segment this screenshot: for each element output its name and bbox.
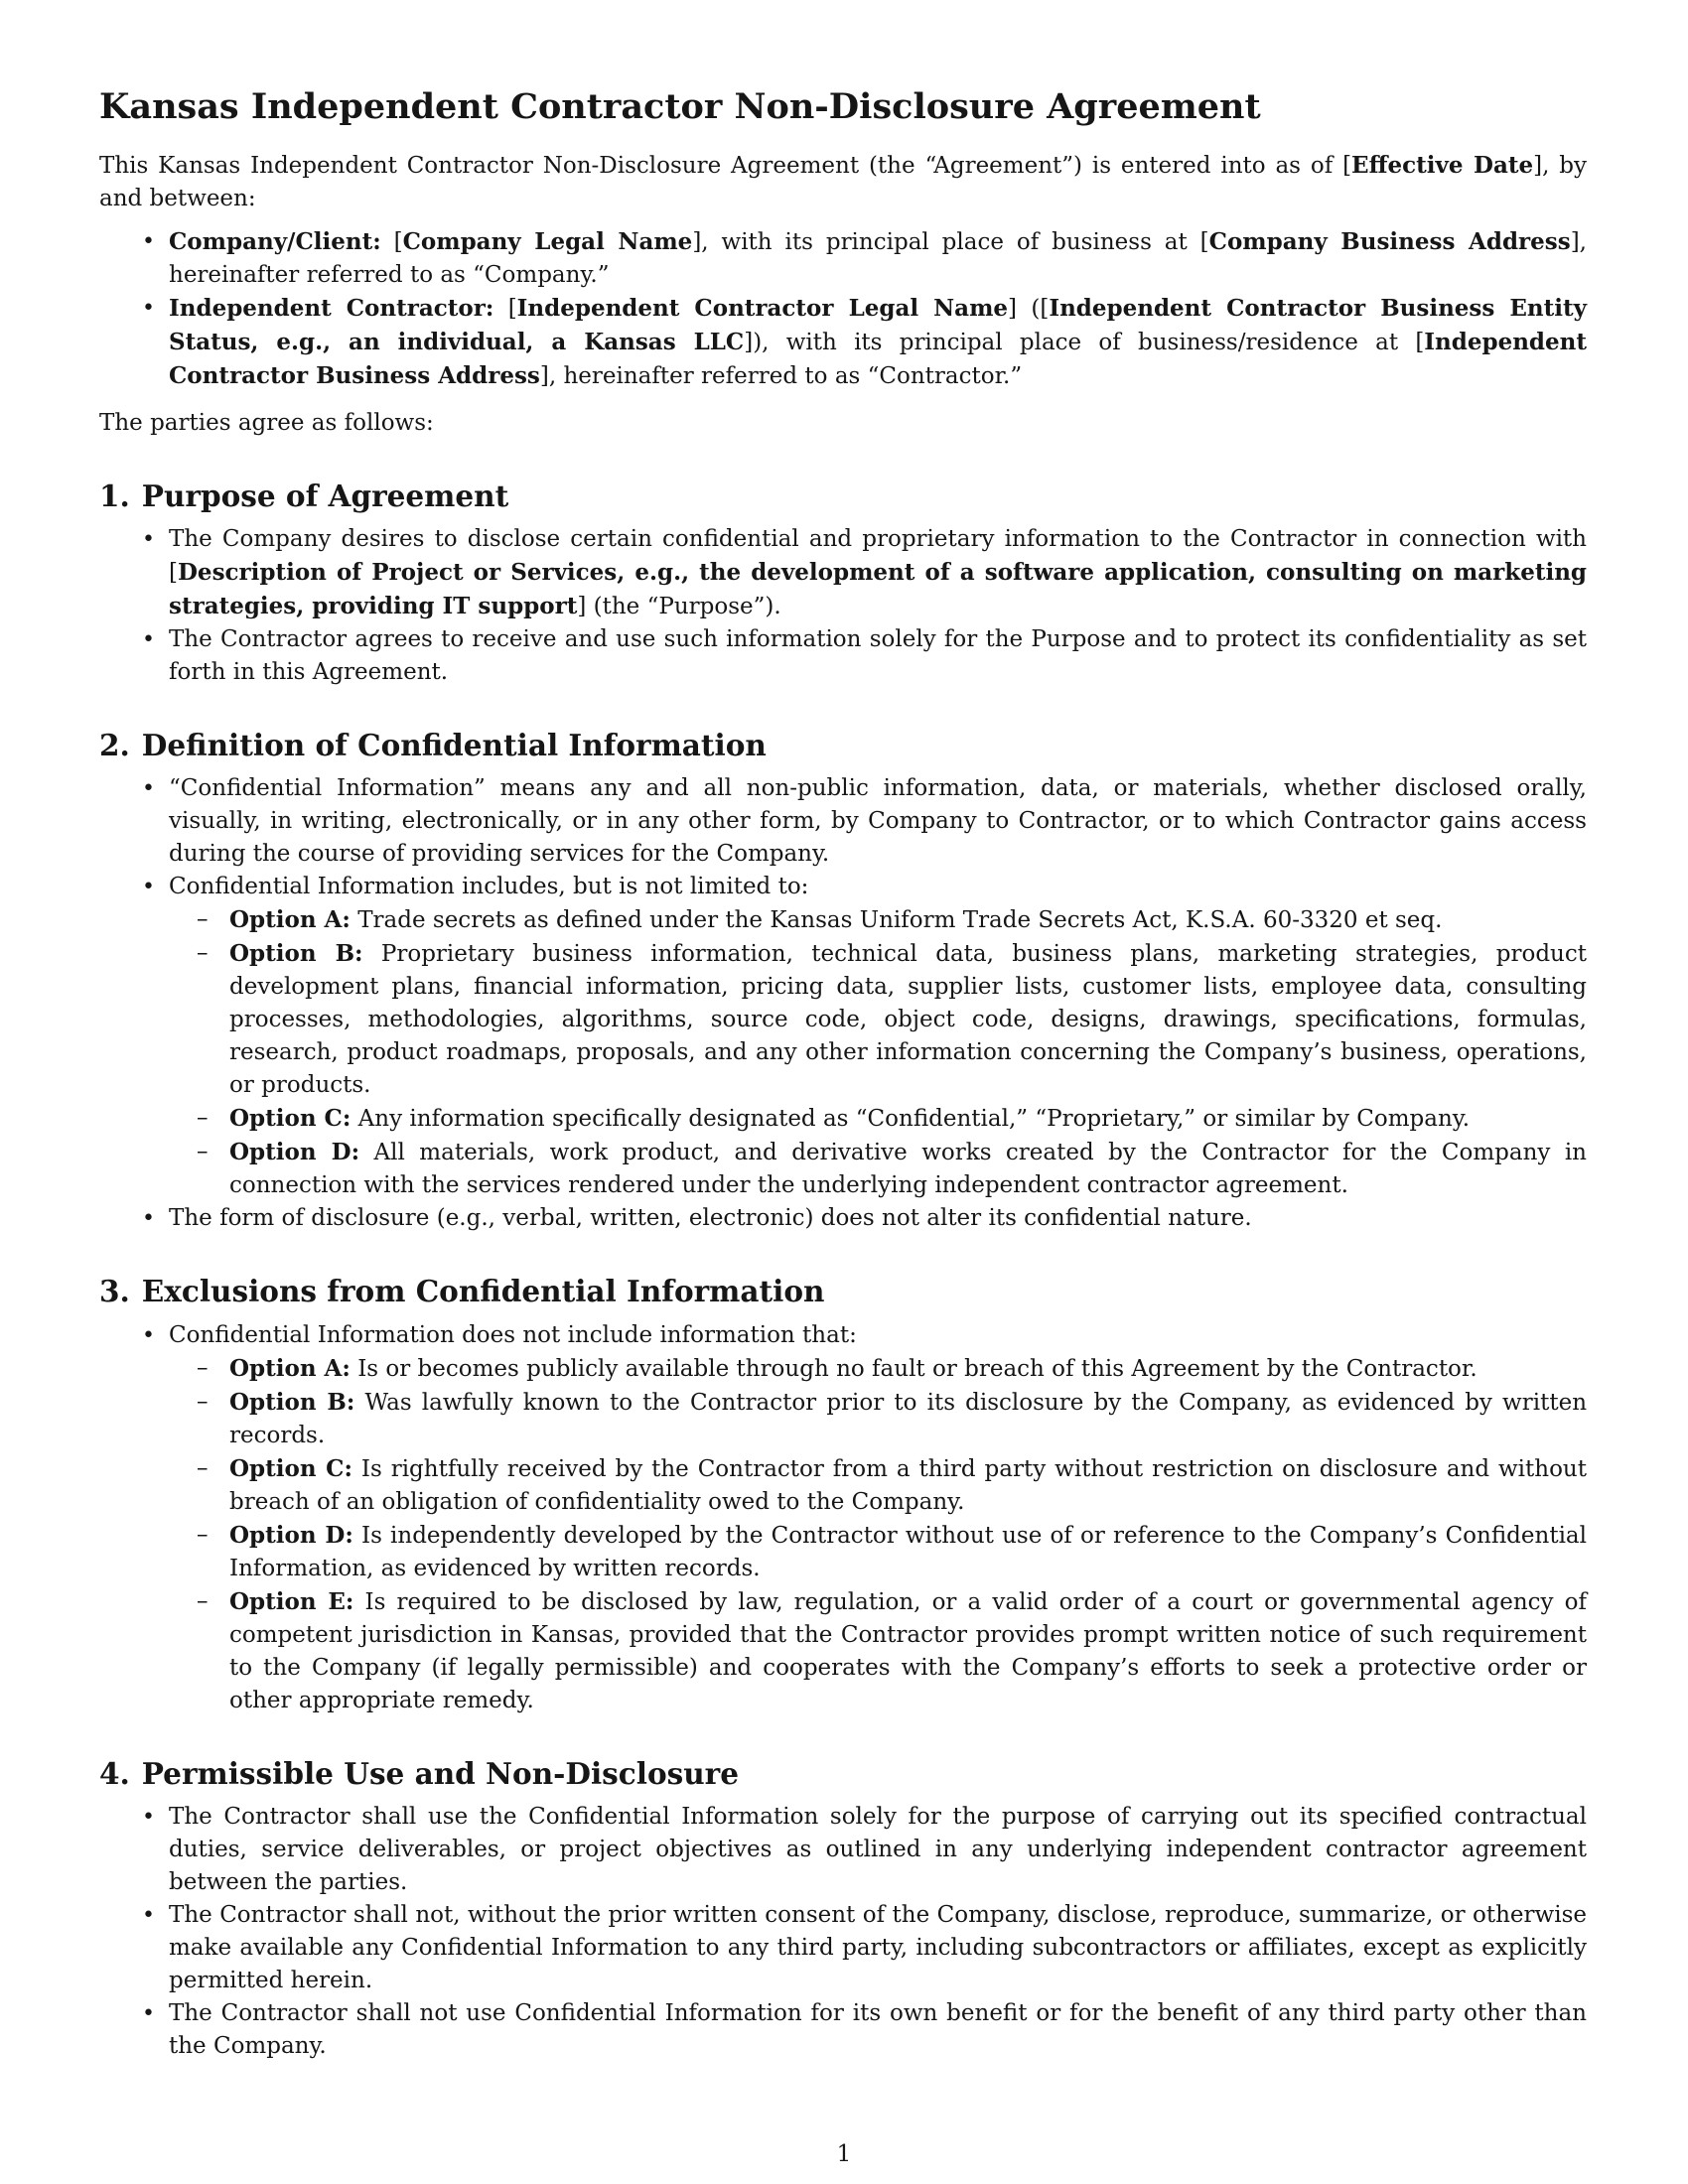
option-label: Option C: (229, 1105, 352, 1133)
option-label: Option E: (229, 1587, 354, 1615)
section-1-list (99, 523, 1587, 689)
list-text: Confidential Information does not include information that: (169, 1321, 857, 1348)
option-label: Option B: (229, 940, 363, 968)
section-number: 3. (99, 1274, 130, 1309)
list-item (169, 871, 1587, 1202)
section-title: Permissible Use and Non-Disclosure (141, 1755, 739, 1791)
list-text: The Company desires to disclose certain confidential and proprietary information to the Contractor in connection with [ (169, 526, 1587, 587)
list-item: • The form of disclosure (e.g., verbal, written, electronic) does not alter its confidential nature. (169, 1202, 1587, 1235)
option-text: Is required to be disclosed by law, regulation, or a valid order of a court or governmental agency of competent jurisdiction in Kansas, provided that the Contractor provides prompt written notice of such requirement to the Company (if legally permissible) and cooperates with the Company’s efforts to seek a protective order or other appropriate remedy. (229, 1588, 1587, 1713)
party-label: Company/Client: (169, 227, 381, 255)
agree-line: The parties agree as follows: (99, 409, 434, 436)
section-number: 4. (99, 1755, 130, 1791)
party-contractor (169, 292, 1587, 393)
option-text: Any information specifically designated as “Confidential,” “Proprietary,” or similar by Company. (351, 1106, 1471, 1133)
option-text: All materials, work product, and derivative works created by the Contractor for the Company in connection with the services rendered under the underlying independent contractor agreement. (229, 1140, 1587, 1199)
section-2-list (99, 772, 1587, 1235)
page-number: 1 (836, 2141, 852, 2167)
section-4-heading (99, 1755, 1587, 1793)
document-page (99, 85, 1587, 2063)
party-text: ], hereinafter referred to as “Company.” (169, 228, 1587, 288)
list-item: • The Contractor shall not, without the prior written consent of the Company, disclose, reproduce, summarize, or otherwise make available any Confidential Information to any third party, including subcontractors or affiliates, except as explicitly permitted herein. (169, 1899, 1587, 1997)
options-list (169, 1352, 1587, 1717)
section-title: Definition of Confidential Information (141, 728, 767, 763)
option-label: Option B: (229, 1388, 355, 1416)
option-text: Proprietary business information, technical data, business plans, marketing strategies, product development plans, financial information, pricing data, supplier lists, customer lists, employee data, consulting processes, methodologies, algorithms, source code, object code, designs, drawings, specifications, formulas, research, product roadmaps, proposals, and any other information concerning the Company’s business, operations, or products. (229, 941, 1587, 1099)
section-1-heading (99, 478, 1587, 515)
section-3-list (99, 1319, 1587, 1717)
list-item: • “Confidential Information” means any and all non-public information, data, or materials, whether disclosed orally, visually, in writing, electronically, or in any other form, by Company to Contractor, or to which Contractor gains access during the course of providing services for the Company. (169, 772, 1587, 871)
option-text: Trade secrets as defined under the Kansas Uniform Trade Secrets Act, K.S.A. 60-3320 et seq. (350, 907, 1443, 934)
section-4-list (99, 1801, 1587, 2063)
option-text: Is independently developed by the Contractor without use of or reference to the Company’s Confidential Information, as evidenced by written records. (229, 1522, 1587, 1581)
list-item (169, 523, 1587, 623)
option-item (229, 1386, 1587, 1452)
option-item (229, 937, 1587, 1102)
list-item: • The Contractor agrees to receive and use such information solely for the Purpose and to protect its confidentiality as set forth in this Agreement. (169, 623, 1587, 689)
section-title: Exclusions from Confidential Information (141, 1274, 825, 1309)
placeholder-contractor-address: Independent Contractor Business Address (169, 328, 1587, 389)
options-list (169, 903, 1587, 1202)
section-2-heading (99, 727, 1587, 764)
option-label: Option D: (229, 1139, 360, 1166)
party-text: ], with its principal place of business at [ (692, 228, 1209, 255)
list-item (169, 1319, 1587, 1717)
section-number: 1. (99, 478, 130, 513)
section-number: 2. (99, 728, 130, 763)
option-item (229, 1519, 1587, 1585)
document-title: Kansas Independent Contractor Non-Disclosure Agreement (99, 86, 1261, 127)
intro-paragraph (99, 149, 1587, 215)
option-item (229, 1102, 1587, 1136)
effective-date-placeholder: Effective Date (1351, 151, 1534, 179)
party-text: [ (380, 228, 403, 255)
parties-list (99, 225, 1587, 393)
placeholder-company-name: Company Legal Name (402, 227, 693, 255)
option-item (229, 1352, 1587, 1386)
list-item: • The Contractor shall not use Confidential Information for its own benefit or for the benefit of any third party other than the Company. (169, 1997, 1587, 2063)
party-label: Independent Contractor: (169, 294, 494, 322)
option-item (229, 1452, 1587, 1519)
placeholder-company-address: Company Business Address (1208, 227, 1571, 255)
list-text: Confidential Information includes, but is not limited to: (169, 874, 809, 900)
option-item (229, 903, 1587, 937)
option-item (229, 1136, 1587, 1202)
option-label: Option A: (229, 1354, 351, 1382)
placeholder-contractor-name: Independent Contractor Legal Name (516, 294, 1009, 322)
section-3-heading (99, 1273, 1587, 1310)
intro-text: ], by and between: (99, 152, 1587, 211)
list-item: • The Contractor shall use the Confidential Information solely for the purpose of carrying out its specified contractual duties, service deliverables, or project objectives as outlined in any underlying independent contractor agreement between the parties. (169, 1801, 1587, 1899)
option-text: Is rightfully received by the Contractor from a third party without restriction on disclosure and without breach of an obligation of confidentiality owed to the Company. (229, 1455, 1587, 1515)
option-label: Option C: (229, 1454, 352, 1482)
option-label: Option D: (229, 1521, 353, 1549)
option-label: Option A: (229, 906, 351, 934)
party-text: ] ([ (1008, 295, 1050, 322)
option-text: Was lawfully known to the Contractor prior to its disclosure by the Company, as evidenced by written records. (229, 1389, 1588, 1448)
section-title: Purpose of Agreement (141, 478, 509, 513)
list-text: ] (the “Purpose”). (577, 594, 781, 620)
intro-text: This Kansas Independent Contractor Non-Disclosure Agreement (the “Agreement”) is entered into as of [ (99, 152, 1352, 179)
option-item (229, 1585, 1587, 1717)
placeholder-contractor-entity: Independent Contractor Business Entity Status, e.g., an individual, a Kansas LLC (169, 294, 1587, 355)
party-company (169, 225, 1587, 292)
party-text: ], hereinafter referred to as “Contractor.” (539, 362, 1023, 389)
party-text: ]), with its principal place of business/residence at [ (744, 329, 1425, 355)
placeholder-purpose: Description of Project or Services, e.g., the development of a software application, consulting on marketing strategies, providing IT support (169, 559, 1587, 620)
party-text: [ (493, 295, 517, 322)
option-text: Is or becomes publicly available through no fault or breach of this Agreement by the Contractor. (350, 1355, 1477, 1382)
